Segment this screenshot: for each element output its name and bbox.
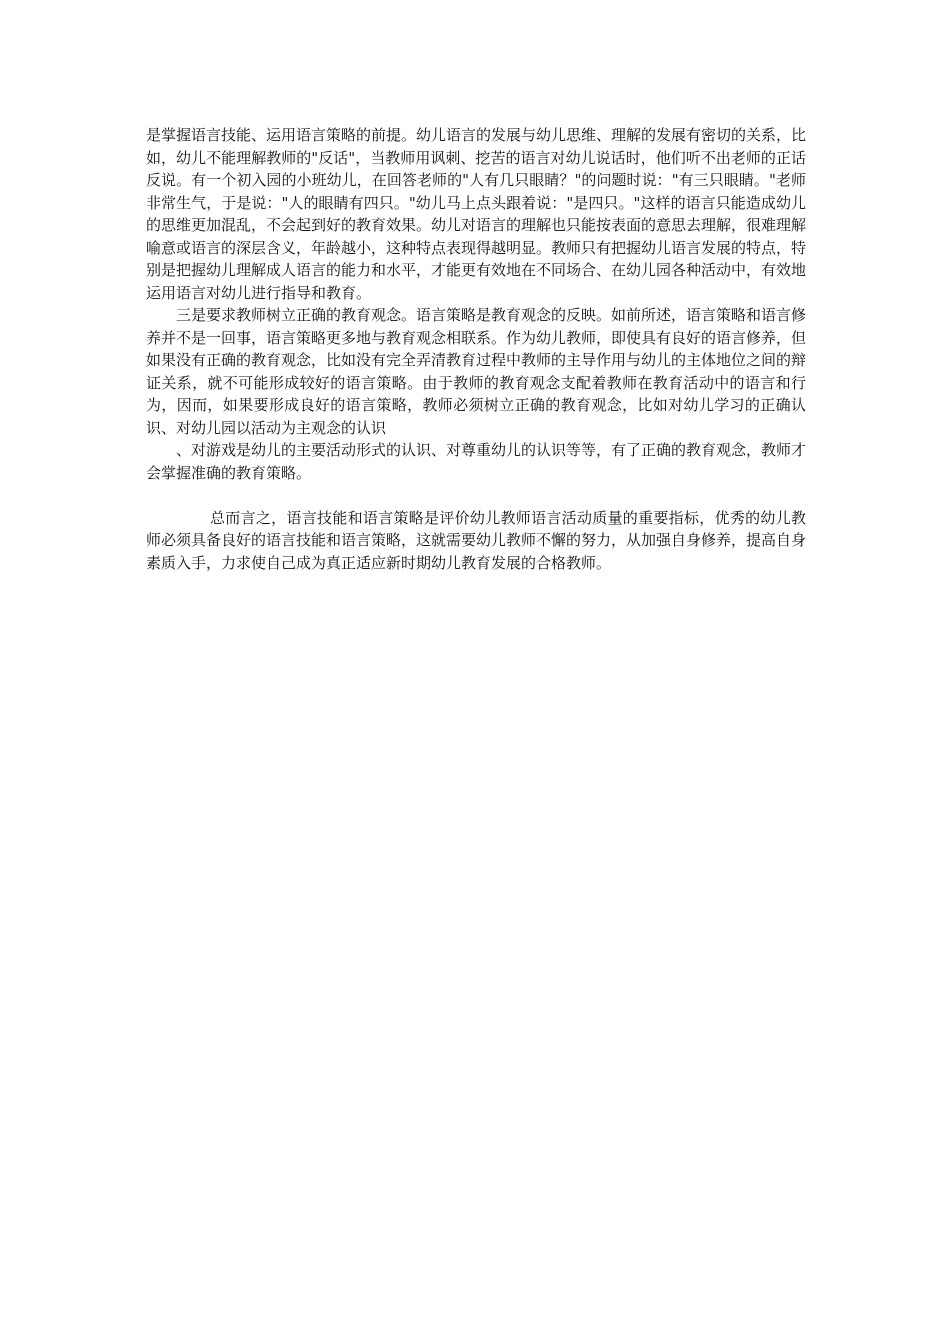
paragraph-spacer [146, 484, 806, 507]
paragraph-conclusion: 总而言之，语言技能和语言策略是评价幼儿教师语言活动质量的重要指标，优秀的幼儿教师必须具备良好的语言技能和语言策略，这就需要幼儿教师不懈的努力，从加强自身修养，提高自身素质入手，力求使自己成为真正适应新时期幼儿教育发展的合格教师。 [146, 508, 807, 572]
paragraph-education-concept: 三是要求教师树立正确的教育观念。语言策略是教育观念的反映。如前所述，语言策略和语言修养并不是一回事，语言策略更多地与教育观念相联系。作为幼儿教师，即使具有良好的语言修养，但如果没有正确的教育观念，比如没有完全弄清教育过程中教师的主导作用与幼儿的主体地位之间的辩证关系，就不可能形成较好的语言策略。由于教师的教育观念支配着教师在教育活动中的语言和行为，因而，如果要形成良好的语言策略，教师必须树立正确的教育观念，比如对幼儿学习的正确认识、对幼儿园以活动为主观念的认识 [146, 306, 807, 437]
paragraph-language-development: 是掌握语言技能、运用语言策略的前提。幼儿语言的发展与幼儿思维、理解的发展有密切的关系，比如，幼儿不能理解教师的"反话"，当教师用讽刺、挖苦的语言对幼儿说话时，他们听不出老师的正话反说。有一个初入园的小班幼儿，在回答老师的"人有几只眼睛？"的问题时说："有三只眼睛。"老师非常生气，于是说："人的眼睛有四只。"幼儿马上点头跟着说："是四只。"这样的语言只能造成幼儿的思维更加混乱，不会起到好的教育效果。幼儿对语言的理解也只能按表面的意思去理解，很难理解喻意或语言的深层含义，年龄越小，这种特点表现得越明显。教师只有把握幼儿语言发展的特点，特别是把握幼儿理解成人语言的能力和水平，才能更有效地在不同场合、在幼儿园各种活动中，有效地运用语言对幼儿进行指导和教育。 [146, 126, 807, 302]
paragraph-education-concept-continued: 、对游戏是幼儿的主要活动形式的认识、对尊重幼儿的认识等等，有了正确的教育观念，教师才会掌握准确的教育策略。 [146, 441, 807, 482]
document-body [146, 124, 806, 574]
